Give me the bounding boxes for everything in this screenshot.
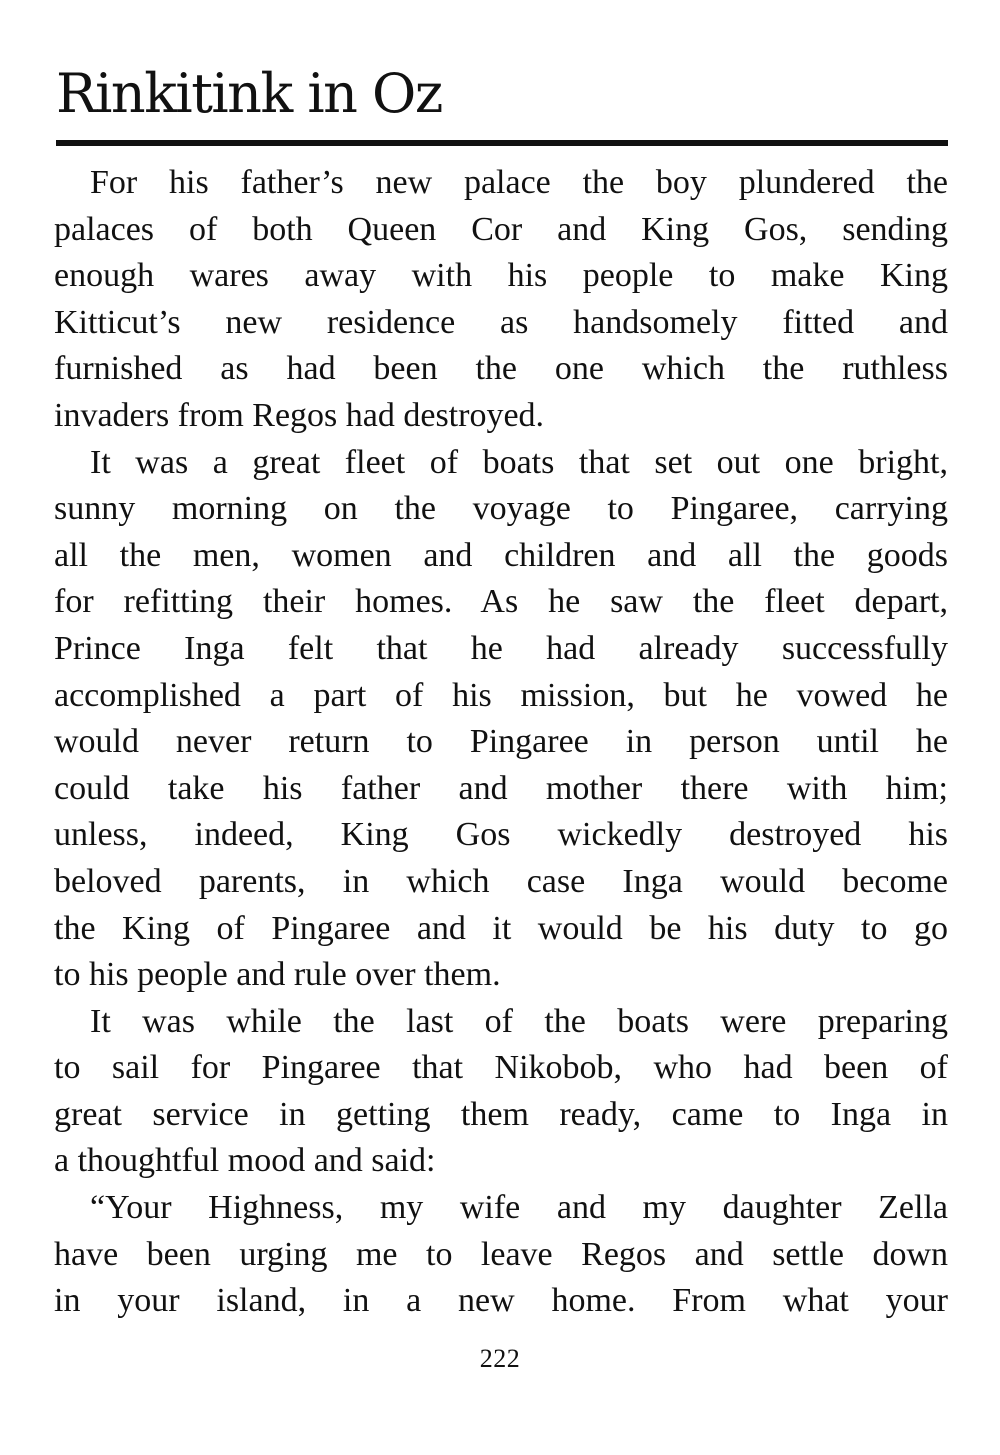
text-line: in your island, in a new home. From what your — [54, 1282, 948, 1320]
page-number: 222 — [479, 1344, 521, 1373]
text-line: It was while the last of the boats were preparing — [90, 1002, 948, 1040]
paragraph — [54, 999, 948, 1185]
header-rule — [56, 140, 948, 146]
text-line: for refitting their homes. As he saw the fleet depart, — [54, 583, 948, 621]
text-line: to his people and rule over them. — [54, 956, 501, 994]
text-line: palaces of both Queen Cor and King Gos, sending — [54, 210, 948, 248]
text-line: accomplished a part of his mission, but he vowed he — [54, 676, 948, 714]
text-line: the King of Pingaree and it would be his duty to go — [54, 909, 948, 947]
paragraph — [54, 440, 948, 999]
text-line: invaders from Regos had destroyed. — [54, 396, 545, 434]
text-line: have been urging me to leave Regos and settle down — [54, 1235, 948, 1273]
text-line: furnished as had been the one which the ruthless — [54, 350, 948, 388]
text-line: For his father’s new palace the boy plundered the — [90, 164, 948, 201]
paragraph — [54, 1185, 948, 1325]
body-text — [54, 160, 948, 1325]
text-line: Kitticut’s new residence as handsomely fitted and — [54, 303, 948, 341]
text-line: enough wares away with his people to make King — [54, 257, 948, 295]
text-line: all the men, women and children and all the goods — [54, 536, 948, 574]
running-title: Rinkitink in Oz — [56, 62, 442, 125]
text-line: Prince Inga felt that he had already successfully — [54, 629, 948, 667]
text-line: great service in getting them ready, came to Inga in — [54, 1095, 948, 1133]
text-line: a thoughtful mood and said: — [54, 1142, 436, 1180]
text-line: sunny morning on the voyage to Pingaree, carrying — [54, 490, 948, 528]
text-line: unless, indeed, King Gos wickedly destroyed his — [54, 816, 948, 854]
paragraph — [54, 160, 948, 440]
text-line: to sail for Pingaree that Nikobob, who had been of — [54, 1049, 948, 1087]
text-line: It was a great fleet of boats that set out one bright, — [90, 443, 948, 481]
text-line: could take his father and mother there with him; — [54, 769, 948, 807]
text-line: “Your Highness, my wife and my daughter Zella — [90, 1189, 948, 1227]
text-line: would never return to Pingaree in person until he — [54, 723, 948, 761]
text-line: beloved parents, in which case Inga would become — [54, 862, 948, 900]
